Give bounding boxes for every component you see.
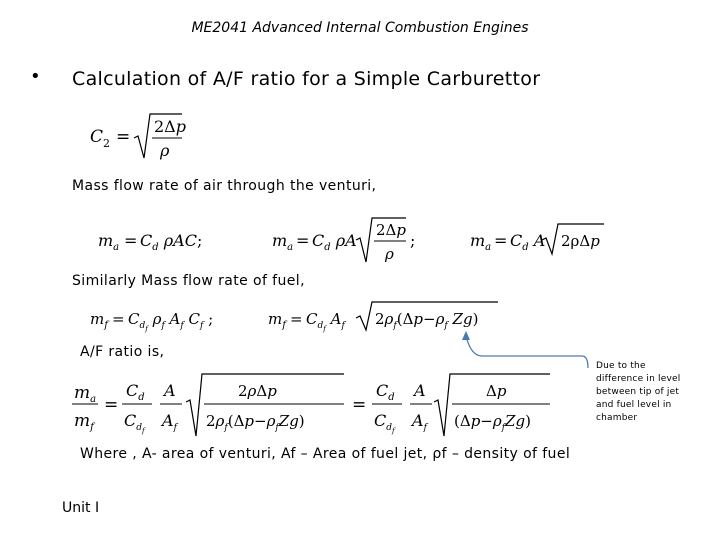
svg-text:=: = bbox=[290, 310, 303, 328]
svg-text:ma: $m_a$ bbox=[74, 383, 97, 405]
svg-text:C: C bbox=[90, 127, 104, 147]
velocity-equation bbox=[90, 108, 190, 164]
af-ratio-text: A/F ratio is, bbox=[80, 344, 165, 360]
svg-text:Cd A: $C_d$ A bbox=[510, 231, 546, 253]
svg-text:mf: $m_f$ bbox=[90, 310, 108, 331]
air-mass-flow-equations bbox=[98, 218, 618, 268]
callout-note: Due to the difference in level between tip of jet and fuel level in chamber bbox=[596, 361, 681, 423]
fuel-flow-eq-2 bbox=[268, 302, 498, 333]
svg-text:=: = bbox=[124, 231, 138, 250]
where-definitions: Where , A- area of venturi, Af – Area of fuel jet, ρf – density of fuel bbox=[80, 446, 571, 462]
svg-text:=: = bbox=[112, 310, 125, 328]
svg-text:2: 2 bbox=[103, 137, 110, 150]
bullet-point: • bbox=[30, 66, 41, 87]
svg-text:Cd: $C_d$ bbox=[376, 381, 395, 403]
svg-text:Cd: $C_d$ bbox=[126, 381, 145, 403]
af-ratio-equation bbox=[70, 370, 560, 440]
svg-text:Cdf ρf Af Cf ;: $C_{d_f}$ $\rho_f$ $A_f$ $C_f$ ; bbox=[128, 310, 214, 333]
svg-text:2Δp: 2Δp bbox=[154, 117, 186, 136]
air-mass-flow-text: Mass flow rate of air through the venturi, bbox=[72, 178, 377, 194]
svg-text:2ρΔp: 2ρΔp bbox=[561, 232, 600, 250]
svg-text:ρ: ρ bbox=[385, 245, 394, 263]
air-flow-eq-3 bbox=[470, 224, 604, 254]
svg-text:2ρΔp: 2ρΔp bbox=[238, 382, 277, 400]
fuel-flow-eq-1 bbox=[90, 310, 213, 333]
svg-text:A: A bbox=[164, 381, 176, 400]
svg-text:=: = bbox=[116, 127, 131, 147]
svg-text:=: = bbox=[104, 395, 119, 415]
svg-text:ma: $m_a$ bbox=[470, 231, 492, 253]
svg-text:Af: $A_f$ bbox=[412, 411, 427, 433]
svg-text:2Δp: 2Δp bbox=[376, 221, 406, 239]
unit-label: Unit I bbox=[62, 500, 100, 516]
svg-text:ρ: ρ bbox=[160, 141, 170, 160]
svg-text:Cd ρAC;: $C_d$ ρAC; bbox=[140, 231, 203, 253]
slide-heading: Calculation of A/F ratio for a Simple Carburettor bbox=[72, 68, 541, 90]
fuel-mass-flow-equations bbox=[90, 300, 510, 340]
svg-text:ma: $m_a$ bbox=[272, 231, 294, 253]
svg-text:mf: $m_f$ bbox=[74, 411, 94, 433]
svg-text:2ρf(Δp−ρfZg): $2\rho_f(\Delta p-\rho_fZg)$ bbox=[206, 412, 305, 433]
callout-connector bbox=[460, 330, 600, 375]
svg-text:(Δp−ρfZg): $(\Delta p-\rho_fZg)$ bbox=[454, 412, 531, 433]
svg-text:=: = bbox=[352, 395, 367, 415]
svg-text:2ρf(Δp−ρf Zg): $2\rho_f(\Delta p-\rho_f$ Zg) bbox=[375, 310, 479, 331]
air-flow-eq-1 bbox=[98, 231, 202, 253]
svg-text:Af: $A_f$ bbox=[162, 411, 177, 433]
svg-text:Cd ρA: $C_d$ ρA bbox=[312, 231, 357, 253]
svg-text:;: ; bbox=[410, 231, 416, 250]
svg-text:mf: $m_f$ bbox=[268, 310, 286, 331]
svg-text:=: = bbox=[296, 231, 310, 250]
svg-text:=: = bbox=[494, 231, 508, 250]
air-flow-eq-2 bbox=[272, 218, 415, 263]
svg-text:A: A bbox=[414, 381, 426, 400]
svg-text:Δp: Δp bbox=[486, 382, 507, 400]
fuel-mass-flow-text: Similarly Mass flow rate of fuel, bbox=[72, 273, 305, 289]
svg-text:Cdf Af: $C_{d_f}$ $A_f$ bbox=[306, 310, 345, 333]
course-title: ME2041 Advanced Internal Combustion Engines bbox=[191, 20, 529, 36]
svg-text:ma: $m_a$ bbox=[98, 231, 120, 253]
svg-text:Cdf: $C_{d_f}$ bbox=[124, 411, 145, 435]
svg-text:Cdf: $C_{d_f}$ bbox=[374, 411, 395, 435]
